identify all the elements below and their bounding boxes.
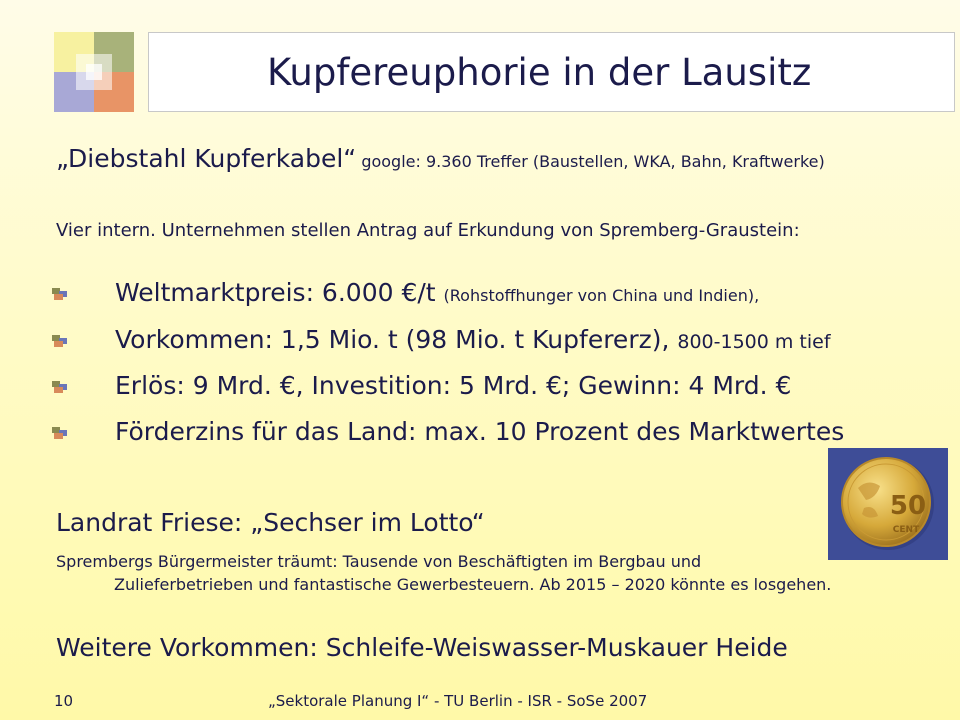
bullet-text: Erlös: 9 Mrd. €, Investition: 5 Mrd. €; Gewinn: 4 Mrd. € [115,371,792,400]
bullet-text: Vorkommen: 1,5 Mio. t (98 Mio. t Kupfererz), [115,325,678,354]
bullet-icon [52,381,67,394]
cent-coin-image [828,448,948,560]
bullet-note: (Rohstoffhunger von China und Indien), [443,286,760,305]
mayor-statement-line1: Sprembergs Bürgermeister träumt: Tausende von Beschäftigten im Bergbau und [56,552,702,571]
page-title: Kupfereuphorie in der Lausitz [267,51,812,94]
google-results: google: 9.360 Treffer (Baustellen, WKA, Bahn, Kraftwerke) [356,152,825,171]
bullet-icon [52,335,67,348]
application-line: Vier intern. Unternehmen stellen Antrag auf Erkundung von Spremberg-Graustein: [56,220,800,241]
logo-squares [54,32,134,112]
mayor-statement-line2: Zulieferbetrieben und fantastische Gewerbesteuern. Ab 2015 – 2020 könnte es losgehen. [114,575,832,594]
bullet-icon [52,427,67,440]
footer-text: „Sektorale Planung I“ - TU Berlin - ISR - SoSe 2007 [268,692,648,710]
coin-label: CENT [892,525,920,535]
further-deposits: Weitere Vorkommen: Schleife-Weiswasser-Muskauer Heide [56,633,788,662]
page-number: 10 [54,692,74,710]
coin-value: 50 [889,491,927,521]
copper-theft-quote: „Diebstahl Kupferkabel“ [56,144,357,173]
bullet-text: Weltmarktpreis: 6.000 €/t [115,278,444,307]
landrat-quote: Landrat Friese: „Sechser im Lotto“ [56,508,485,537]
bullet-icon [52,288,67,301]
bullet-note: 800-1500 m tief [677,331,831,353]
bullet-text: Förderzins für das Land: max. 10 Prozent des Marktwertes [115,417,845,446]
copper-theft-line [56,144,825,173]
title-box [148,32,955,112]
